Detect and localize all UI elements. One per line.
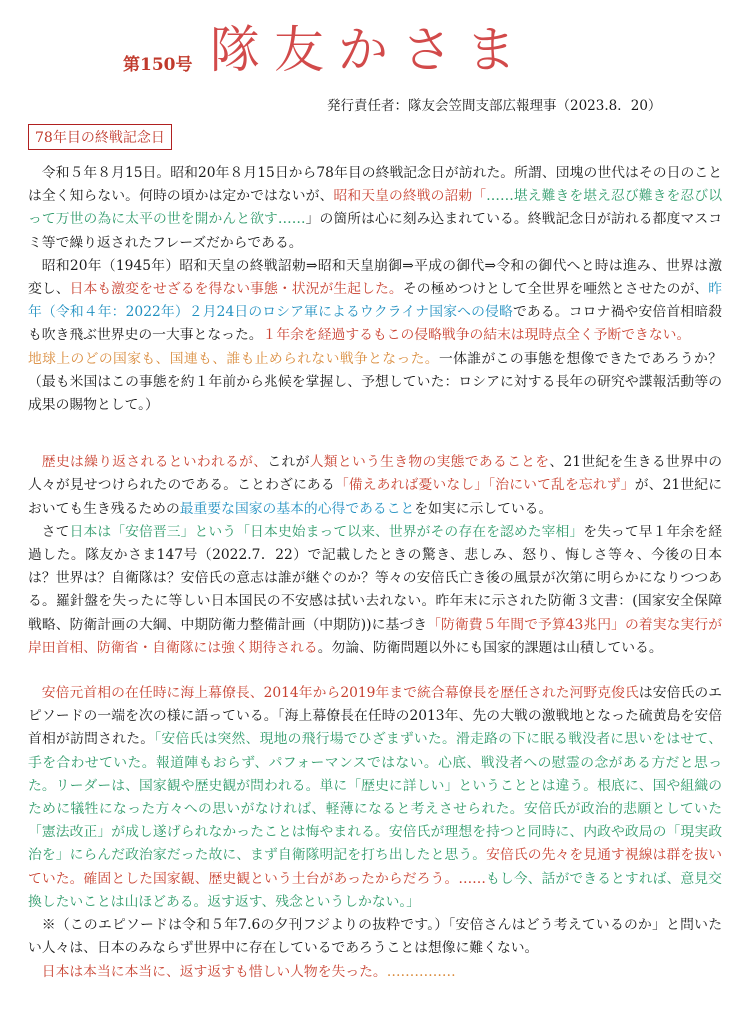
article-body <box>28 162 722 984</box>
text-span: を失って早１年余を経過した。隊友かさま147号（2022.7．22）で記載したときの驚き、悲しみ、怒り、悔しさ等々、今後の日本は？世界は？自衛隊は？安倍氏の意志は誰が継ぐのか？等々の安倍氏亡き後の風景が次第に明らかになりつつある。羅針盤を失ったに等しい日本国民の不安感は拭い去れない。昨年末に示された防衛３文書：(国家安全保障戦略、防衛計画の大綱、中期防衛力整備計画（中期防))に基づき <box>28 523 723 633</box>
text-span: である。コロナ禍や安倍首相暗殺も吹き飛ぶ世界史の一大事となった。 <box>28 304 722 344</box>
highlight-red: １年余を経過するもこの侵略戦争の結末は現時点全く予断できない。 <box>262 327 691 344</box>
paragraph-3 <box>28 348 722 418</box>
text-span: は安倍氏のエピソードの一端を次の様に語っている。「海上幕僚長在任時の2013年、先の大戦の激戦地となった硫黄島を安倍首相が訪問された。 <box>28 685 722 748</box>
text-span: 一体誰がこの事態を想像できたであろうか？（最も米国はこの事態を約１年前から兆候を掌握し、予想していた：ロシアに対する長年の研究や諜報活動等の成果の賜物として。） <box>28 350 723 414</box>
text-span: 、21世紀を生きる世界中の人々が見せつけられたのである。ことわざにある <box>28 454 723 494</box>
highlight-green: 「安倍氏は突然、現地の飛行場でひざまずいた。滑走路の下に眠る戦没者に思いをはせて、手を合わせていた。報道陣もおらず、パフォーマンスではない。心底、戦没者への慰霊の念がある方だと思った。リーダーは、国家観や歴史観が問われる。単に「歴史に詳しい」ということとは違う。根底に、国や組織のために犠牲になった方々への思いがなければ、軽薄になると考えさせられた。安倍氏が政治的悲願としていた「憲法改正」が成し遂げられなかったことは悔やまれる。安倍氏が理想を持つと同時に、内政や政局の「現実政治を」にらんだ政治家だった故に、まず自衛隊明記を打ち出したと思う。 <box>28 731 723 864</box>
section-title: 78年目の終戦記念日 <box>35 130 165 146</box>
text-span: 昭和20年（1945年）昭和天皇の終戦詔勅⇒昭和天皇崩御⇒平成の御代⇒令和の御代へと時は進み、世界は激変し、 <box>28 257 722 298</box>
highlight-red: 日本も激変をせざるを得ない事態・状況が生起した。 <box>69 281 403 298</box>
highlight-blue: 最重要な国家の基本的心得であること <box>179 500 415 517</box>
highlight-green: ……堪え難きを堪え忍び難きを忍び以って万世の為に太平の世を開かんと欲す…… <box>28 188 723 228</box>
text-span: これが <box>267 454 310 471</box>
spacer <box>28 660 722 682</box>
highlight-green: もし今、話ができるとすれば、意見交換したいことは山ほどある。返す返す、残念というしかない。」 <box>28 870 722 910</box>
paragraph-7 <box>28 914 722 960</box>
highlight-red: 安倍元首相の在任時に海上幕僚長、2014年から2019年まで統合幕僚長を歴任された河野克俊氏 <box>41 685 639 702</box>
spacer <box>28 417 722 451</box>
ellipsis-dots: …………… <box>386 963 456 980</box>
highlight-red: 昭和天皇の終戦の詔勅「 <box>333 188 487 205</box>
text-span: を如実に示している。 <box>414 500 553 517</box>
highlight-red: 「備えあれば憂いなし」「治にいて乱を忘れず」 <box>334 477 635 494</box>
text-span: ※（このエピソードは令和５年7.6の夕刊フジよりの抜粋です。）「安倍さんはどう考えているのか」と問いたい人々は、日本のみならず世界中に存在しているであろうことは想像に難くない。 <box>28 917 722 957</box>
newsletter-title: 隊友かさま <box>210 21 530 79</box>
text-span: が、21世紀においても生き残るための <box>28 477 723 517</box>
text-span: 」の箇所は心に刻み込まれている。終戦記念日が訪れる都度マスコミ等で繰り返されたフレーズだからである。 <box>28 211 723 251</box>
publisher-line: 発行責任者：隊友会笠間支部広報理事（2023.8．20） <box>327 98 662 114</box>
highlight-red: 「防衛費５年間で予算43兆円」の着実な実行が岸田首相、防衛省・自衛隊には強く期待される <box>28 616 722 656</box>
paragraph-4 <box>28 451 722 521</box>
highlight-red: 歴史は繰り返されるといわれるが、 <box>41 454 268 471</box>
paragraph-2 <box>28 255 722 348</box>
paragraph-1 <box>28 162 722 255</box>
text-span: その極めつけとして全世界を唖然とさせたのが、 <box>402 281 709 298</box>
text-span: さて <box>41 523 70 540</box>
section-title-box <box>28 124 172 150</box>
highlight-red: 日本は本当に本当に、返す返すも惜しい人物を失った。 <box>41 963 387 980</box>
highlight-red: 安倍氏の先々を見通す視線は群を抜いていた。確固とした国家観、歴史観という土台があったからだろう。…… <box>28 847 722 887</box>
highlight-orange: 地球上のどの国家も、国連も、誰も止められない戦争となった。 <box>28 350 439 367</box>
highlight-green: 日本は「安倍晋三」という「日本史始まって以来、世界がその存在を認めた宰相」 <box>69 523 584 540</box>
paragraph-8 <box>28 961 722 984</box>
highlight-blue: 昨年（令和４年：2022年）２月24日のロシア軍によるウクライナ国家への侵略 <box>28 281 723 321</box>
paragraph-5 <box>28 521 722 660</box>
highlight-red: 人類という生き物の実態であることを <box>309 454 550 471</box>
text-span: 令和５年８月15日。昭和20年８月15日から78年目の終戦記念日が訪れた。所謂、団塊の世代はその日のことは全く知らない。何時の頃かは定かではないが、 <box>28 165 722 205</box>
text-span: 。勿論、防衛問題以外にも国家的課題は山積している。 <box>317 639 663 656</box>
paragraph-6 <box>28 682 722 914</box>
issue-number: 第150号 <box>123 55 193 75</box>
